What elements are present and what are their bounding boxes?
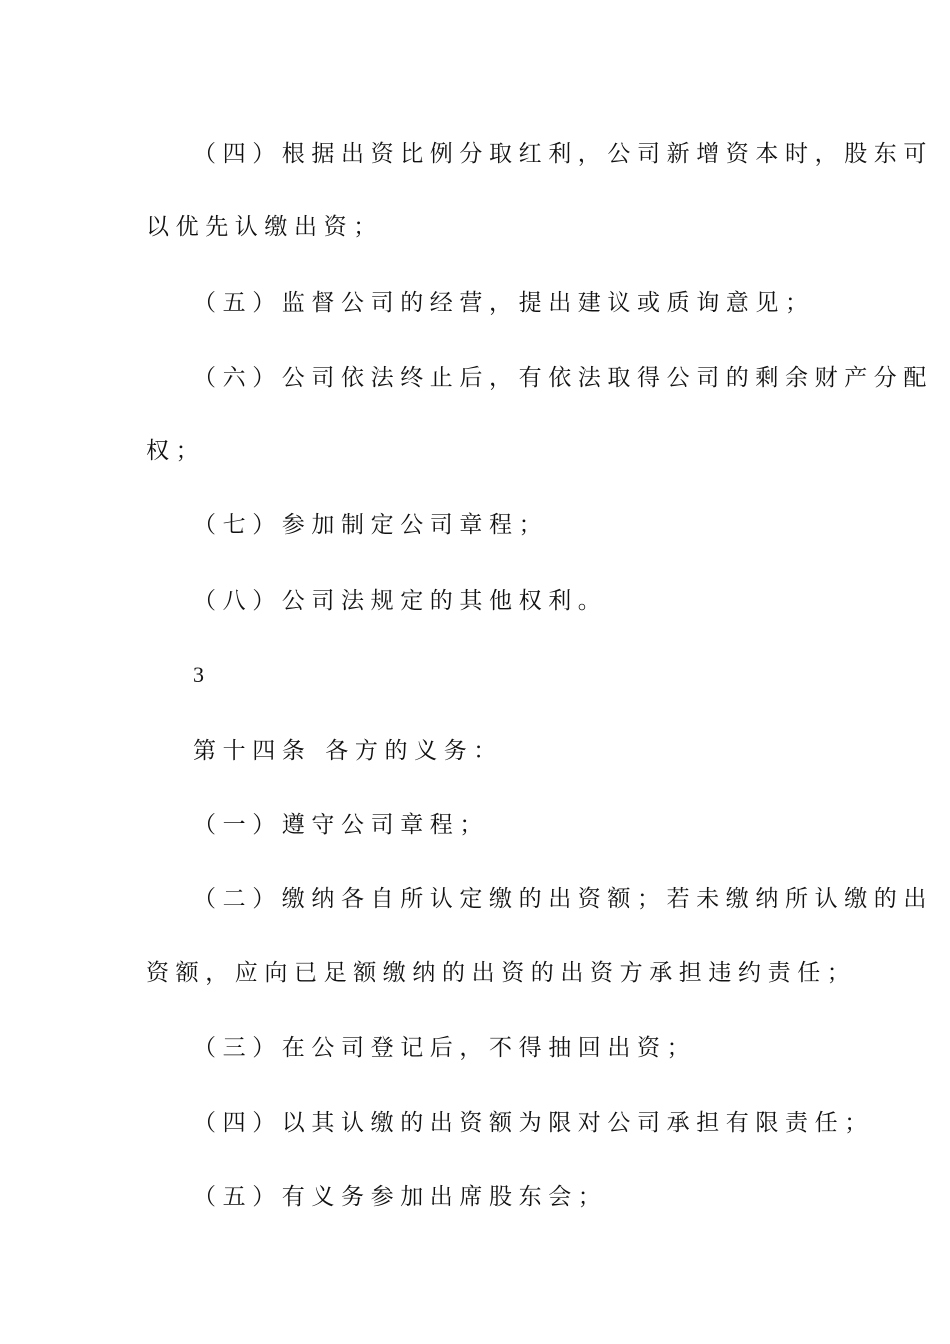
article-14-heading: 第十四条 各方的义务： <box>193 738 503 764</box>
paragraph-duty-2-line-1: （二）缴纳各自所认定缴的出资额；若未缴纳所认缴的出 <box>193 886 933 912</box>
paragraph-right-6-line-2: 权； <box>146 438 206 464</box>
paragraph-right-6-line-1: （六）公司依法终止后，有依法取得公司的剩余财产分配 <box>193 365 933 391</box>
paragraph-right-8: （八）公司法规定的其他权利。 <box>193 588 608 614</box>
paragraph-duty-1: （一）遵守公司章程； <box>193 812 489 838</box>
paragraph-duty-2-line-2: 资额，应向已足额缴纳的出资的出资方承担违约责任； <box>146 960 857 986</box>
paragraph-right-7: （七）参加制定公司章程； <box>193 512 549 538</box>
paragraph-right-4-line-2: 以优先认缴出资； <box>146 214 383 240</box>
paragraph-duty-3: （三）在公司登记后，不得抽回出资； <box>193 1035 697 1061</box>
paragraph-right-4-line-1: （四）根据出资比例分取红利，公司新增资本时，股东可 <box>193 141 933 167</box>
paragraph-duty-4: （四）以其认缴的出资额为限对公司承担有限责任； <box>193 1110 874 1136</box>
page-number: 3 <box>193 662 204 687</box>
paragraph-right-5: （五）监督公司的经营，提出建议或质询意见； <box>193 290 815 316</box>
paragraph-duty-5: （五）有义务参加出席股东会； <box>193 1184 608 1210</box>
